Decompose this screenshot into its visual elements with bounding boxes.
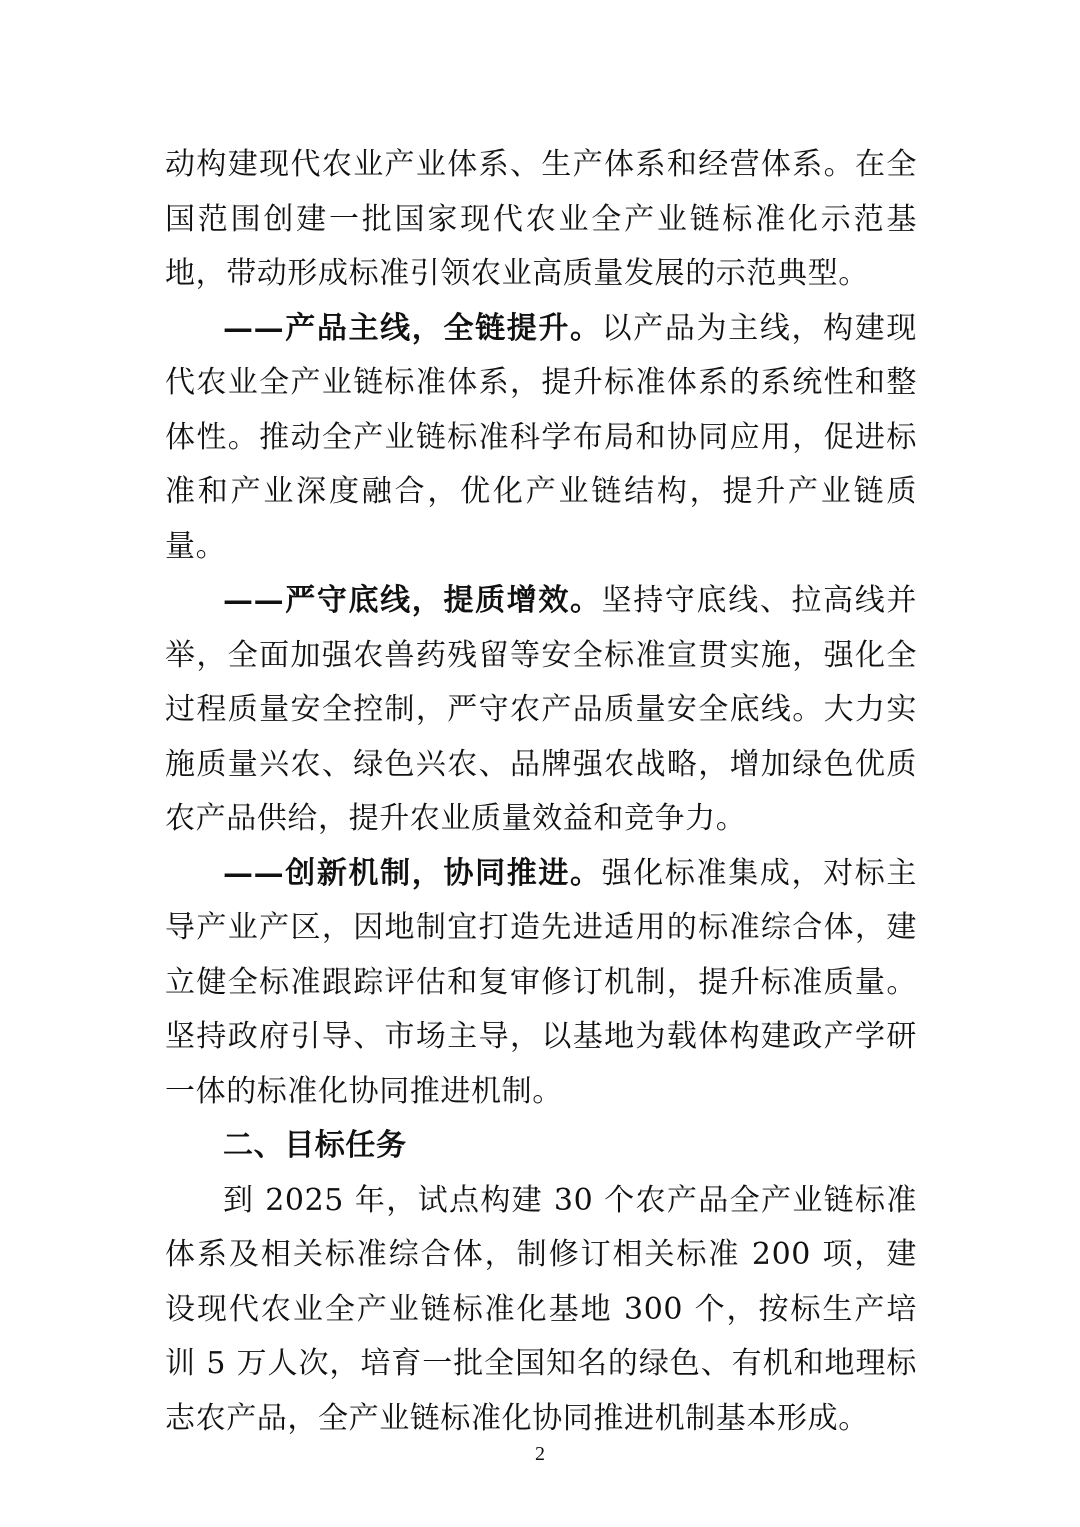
- paragraph-targets: [165, 1174, 917, 1447]
- paragraph-text: 以产品为主线，构建现代农业全产业链标准体系，提升标准体系的系统性和整体性。推动全产业链标准科学布局和协同应用，促进标准和产业深度融合，优化产业链结构，提升产业链质量。: [165, 310, 917, 564]
- paragraph-text: 强化标准集成，对标主导产业产区，因地制宜打造先进适用的标准综合体，建立健全标准跟踪评估和复审修订机制，提升标准质量。坚持政府引导、市场主导，以基地为载体构建政产学研一体的标准化协同推进机制。: [165, 855, 917, 1109]
- paragraph-lead: ——严守底线，提质增效。: [223, 583, 602, 618]
- paragraph-innovation-mechanism: [165, 847, 917, 1120]
- paragraph-lead: ——创新机制，协同推进。: [223, 855, 602, 891]
- paragraph-text: 动构建现代农业产业体系、生产体系和经营体系。在全国范围创建一批国家现代农业全产业链标准化示范基地，带动形成标准引领农业高质量发展的示范典型。: [165, 147, 917, 291]
- page-number: 2: [535, 1443, 545, 1465]
- section-heading: 二、目标任务: [223, 1128, 407, 1163]
- paragraph-text: 坚持守底线、拉高线并举，全面加强农兽药残留等安全标准宣贯实施，强化全过程质量安全控制，严守农产品质量安全底线。大力实施质量兴农、绿色兴农、品牌强农战略，增加绿色优质农产品供给，提升农业质量效益和竞争力。: [165, 583, 917, 836]
- paragraph-lead: ——产品主线，全链提升。: [223, 310, 602, 346]
- paragraph-continuation: [165, 138, 917, 302]
- paragraph-bottom-line: [165, 574, 917, 847]
- paragraph-product-mainline: [165, 302, 917, 575]
- paragraph-text: 到 2025 年，试点构建 30 个农产品全产业链标准体系及相关标准综合体，制修订相关标准 200 项，建设现代农业全产业链标准化基地 300 个，按标生产培训 5 万人次，培育一批全国知名的绿色、有机和地理标志农产品，全产业链标准化协同推进机制基本形成。: [165, 1182, 917, 1436]
- document-body: [165, 138, 917, 1446]
